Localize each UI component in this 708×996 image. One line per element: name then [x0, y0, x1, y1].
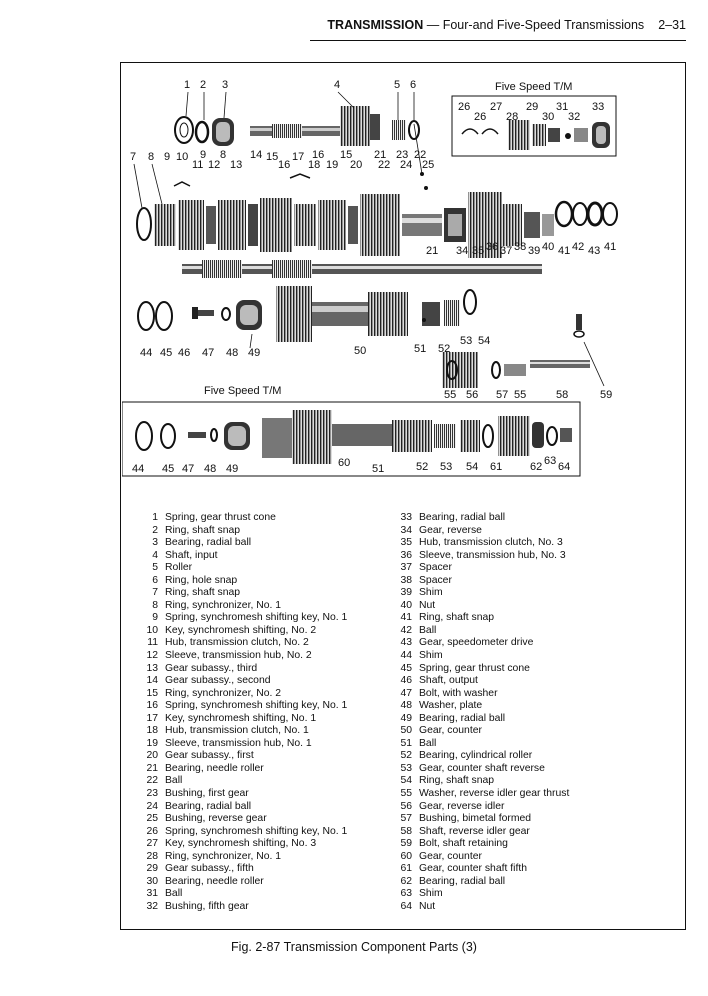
- part-name: Hub, transmission clutch, No. 2: [165, 637, 309, 649]
- part-name: Ball: [419, 624, 437, 636]
- part-name: Bearing, needle roller: [165, 875, 264, 887]
- callout-37: 37: [500, 245, 513, 257]
- part-row: [390, 838, 640, 851]
- part-number: 27: [146, 838, 158, 850]
- callout-55b: 55: [514, 389, 527, 401]
- part-number: 25: [146, 813, 158, 825]
- part-name: Ring, shaft snap: [165, 587, 241, 599]
- callout-16b: 16: [312, 149, 325, 161]
- part-row: [390, 901, 640, 914]
- part-number: 15: [146, 687, 158, 699]
- part-number: 10: [146, 624, 158, 636]
- part-number: 16: [146, 700, 158, 712]
- callout-35: 35: [472, 245, 485, 257]
- part-name: Bearing, radial ball: [419, 712, 506, 724]
- part-name: Bolt, shaft retaining: [419, 838, 508, 850]
- callout-26b: 26: [474, 111, 487, 123]
- part-row: [390, 775, 640, 788]
- part-name: Bushing, bimetal formed: [419, 813, 532, 825]
- part-row: [390, 700, 640, 713]
- part-row: [390, 625, 640, 638]
- part-name: Gear, counter: [419, 850, 482, 862]
- part-row: [390, 512, 640, 525]
- part-row: [136, 725, 386, 738]
- callout-52: 52: [438, 343, 451, 355]
- part-name: Sleeve, transmission hub, No. 1: [165, 737, 312, 749]
- part-name: Gear subassy., first: [165, 750, 254, 762]
- part-number: 64: [400, 900, 412, 912]
- callout-39: 39: [528, 245, 541, 257]
- callout-3: 3: [222, 79, 229, 91]
- part-name: Sleeve, transmission hub, No. 2: [165, 650, 312, 662]
- callout-48b: 48: [204, 463, 217, 475]
- part-number: 59: [400, 838, 412, 850]
- part-name: Ring, hole snap: [165, 574, 238, 586]
- part-row: [136, 525, 386, 538]
- callout-10: 10: [176, 151, 189, 163]
- callout-58: 58: [556, 389, 569, 401]
- callout-54: 54: [478, 335, 491, 347]
- part-name: Shaft, reverse idler gear: [419, 825, 530, 837]
- callout-52b: 52: [416, 461, 429, 473]
- part-row: [136, 688, 386, 701]
- part-number: 2: [152, 524, 158, 536]
- page-header: [120, 18, 686, 40]
- part-row: [136, 750, 386, 763]
- part-number: 63: [400, 888, 412, 900]
- callout-22: 22: [378, 159, 391, 171]
- callout-5: 5: [394, 79, 401, 91]
- header-rule: [310, 40, 686, 41]
- callout-41b: 41: [604, 241, 617, 253]
- part-name: Gear subassy., third: [165, 662, 258, 674]
- part-name: Bearing, needle roller: [165, 762, 264, 774]
- part-row: [136, 612, 386, 625]
- part-row: [390, 863, 640, 876]
- part-number: 11: [147, 637, 158, 649]
- page-number: 2–31: [658, 18, 686, 32]
- callout-38: 38: [514, 241, 527, 253]
- part-row: [136, 826, 386, 839]
- five-speed-countershaft-parts: [136, 410, 572, 464]
- part-name: Key, synchromesh shifting, No. 1: [165, 712, 317, 724]
- callout-48: 48: [226, 347, 239, 359]
- five-speed-label-top: Five Speed T/M: [495, 81, 573, 93]
- part-number: 3: [152, 537, 158, 549]
- part-row: [390, 813, 640, 826]
- part-row: [390, 612, 640, 625]
- part-number: 9: [152, 612, 158, 624]
- callout-64: 64: [558, 461, 571, 473]
- part-number: 29: [146, 863, 158, 875]
- part-number: 1: [152, 512, 158, 523]
- part-number: 40: [400, 599, 412, 611]
- part-name: Ring, shaft snap: [165, 524, 241, 536]
- part-name: Ring, synchronizer, No. 2: [165, 687, 282, 699]
- part-row: [136, 600, 386, 613]
- part-number: 20: [146, 750, 158, 762]
- part-row: [390, 851, 640, 864]
- part-row: [390, 537, 640, 550]
- callout-13: 13: [230, 159, 243, 171]
- section-subtitle: — Four-and Five-Speed Transmissions: [423, 18, 645, 32]
- part-number: 13: [146, 662, 158, 674]
- part-row: [136, 537, 386, 550]
- part-number: 51: [400, 737, 412, 749]
- exploded-view-diagram: [122, 64, 684, 502]
- callout-57: 57: [496, 389, 509, 401]
- callout-63: 63: [544, 455, 557, 467]
- part-number: 12: [146, 650, 158, 662]
- part-name: Key, synchromesh shifting, No. 2: [165, 624, 317, 636]
- callout-47b: 47: [182, 463, 195, 475]
- part-number: 33: [400, 512, 412, 523]
- part-row: [136, 801, 386, 814]
- parts-legend: [136, 512, 656, 917]
- part-row: [136, 650, 386, 663]
- part-row: [136, 512, 386, 525]
- callout-21: 21: [374, 149, 387, 161]
- section-title: TRANSMISSION: [327, 18, 424, 32]
- part-number: 28: [146, 850, 158, 862]
- part-number: 37: [400, 562, 412, 574]
- callout-8: 8: [148, 151, 155, 163]
- part-name: Spring, synchromesh shifting key, No. 1: [165, 612, 348, 624]
- part-number: 23: [146, 788, 158, 800]
- part-name: Washer, reverse idler gear thrust: [419, 788, 570, 800]
- parts-list-right: [390, 512, 640, 914]
- callout-49: 49: [248, 347, 261, 359]
- callout-15b: 15: [340, 149, 353, 161]
- part-name: Bushing, fifth gear: [165, 900, 249, 912]
- part-name: Gear, reverse idler: [419, 800, 505, 812]
- part-number: 43: [400, 637, 412, 649]
- part-name: Gear, reverse: [419, 524, 482, 536]
- part-row: [390, 587, 640, 600]
- output-shaft: [182, 260, 542, 278]
- part-name: Nut: [419, 900, 436, 912]
- part-number: 52: [400, 750, 412, 762]
- part-row: [390, 826, 640, 839]
- callout-47: 47: [202, 347, 215, 359]
- part-name: Hub, transmission clutch, No. 3: [419, 537, 563, 549]
- part-number: 7: [152, 587, 158, 599]
- part-row: [136, 888, 386, 901]
- callout-33: 33: [592, 101, 605, 113]
- callout-27: 27: [490, 101, 503, 113]
- part-name: Nut: [419, 599, 436, 611]
- part-number: 34: [400, 524, 412, 536]
- part-number: 53: [400, 762, 412, 774]
- callout-1: 1: [184, 79, 191, 91]
- part-number: 46: [400, 675, 412, 687]
- part-number: 19: [146, 737, 158, 749]
- part-number: 48: [400, 700, 412, 712]
- part-name: Shim: [419, 888, 443, 900]
- callout-4: 4: [334, 79, 341, 91]
- part-name: Washer, plate: [419, 700, 483, 712]
- five-speed-label-bottom: Five Speed T/M: [204, 385, 282, 397]
- part-name: Gear, speedometer drive: [419, 637, 534, 649]
- callout-42: 42: [572, 241, 585, 253]
- callout-40: 40: [542, 241, 555, 253]
- callout-20: 20: [350, 159, 363, 171]
- callout-61: 61: [490, 461, 503, 473]
- part-number: 50: [400, 725, 412, 737]
- part-name: Ring, synchronizer, No. 1: [165, 599, 282, 611]
- callout-41: 41: [558, 245, 571, 257]
- part-row: [390, 562, 640, 575]
- callout-21b: 21: [426, 245, 439, 257]
- part-name: Gear, counter shaft reverse: [419, 762, 545, 774]
- callout-53: 53: [460, 335, 473, 347]
- part-row: [136, 851, 386, 864]
- part-row: [390, 663, 640, 676]
- callout-29: 29: [526, 101, 539, 113]
- part-number: 38: [400, 574, 412, 586]
- part-name: Spring, gear thrust cone: [165, 512, 276, 523]
- callout-28: 28: [506, 111, 519, 123]
- callout-53b: 53: [440, 461, 453, 473]
- callout-51b: 51: [372, 463, 385, 475]
- part-name: Bushing, reverse gear: [165, 813, 267, 825]
- callout-22b: 22: [414, 149, 427, 161]
- part-row: [390, 575, 640, 588]
- part-number: 32: [146, 900, 158, 912]
- part-row: [136, 763, 386, 776]
- part-row: [136, 838, 386, 851]
- part-row: [136, 575, 386, 588]
- part-number: 44: [400, 650, 412, 662]
- part-row: [136, 550, 386, 563]
- reverse-idler-group: [442, 314, 590, 388]
- part-name: Bearing, radial ball: [165, 537, 252, 549]
- part-row: [390, 750, 640, 763]
- parts-list-left: [136, 512, 386, 914]
- part-number: 31: [146, 888, 158, 900]
- part-name: Ball: [419, 737, 437, 749]
- part-row: [390, 801, 640, 814]
- part-row: [136, 562, 386, 575]
- callout-8b: 8: [220, 149, 227, 161]
- part-name: Shim: [419, 650, 443, 662]
- part-name: Spring, gear thrust cone: [419, 662, 530, 674]
- callout-55: 55: [444, 389, 457, 401]
- input-shaft-group: [175, 106, 419, 146]
- part-row: [136, 775, 386, 788]
- callout-51: 51: [414, 343, 427, 355]
- callout-9: 9: [164, 151, 171, 163]
- part-name: Ring, synchronizer, No. 1: [165, 850, 282, 862]
- part-row: [390, 788, 640, 801]
- figure-caption: Fig. 2-87 Transmission Component Parts (3): [231, 940, 477, 954]
- callout-14: 14: [250, 149, 263, 161]
- part-name: Gear subassy., second: [165, 675, 271, 687]
- part-row: [390, 876, 640, 889]
- part-number: 6: [152, 574, 158, 586]
- part-row: [136, 813, 386, 826]
- part-row: [136, 901, 386, 914]
- part-row: [136, 738, 386, 751]
- part-row: [390, 675, 640, 688]
- part-number: 4: [152, 549, 158, 561]
- part-name: Shaft, output: [419, 675, 478, 687]
- part-row: [390, 550, 640, 563]
- part-name: Hub, transmission clutch, No. 1: [165, 725, 309, 737]
- part-number: 61: [400, 863, 412, 875]
- callout-54b: 54: [466, 461, 479, 473]
- part-row: [390, 725, 640, 738]
- part-row: [136, 788, 386, 801]
- callout-16: 16: [278, 159, 291, 171]
- callout-6: 6: [410, 79, 417, 91]
- callout-59: 59: [600, 389, 613, 401]
- part-row: [390, 525, 640, 538]
- part-number: 17: [146, 712, 158, 724]
- part-row: [390, 738, 640, 751]
- part-name: Ball: [165, 888, 183, 900]
- part-name: Ball: [165, 775, 183, 787]
- callout-36: 36: [486, 241, 499, 253]
- callout-43: 43: [588, 245, 601, 257]
- part-name: Ring, shaft snap: [419, 612, 495, 624]
- part-name: Key, synchromesh shifting, No. 3: [165, 838, 317, 850]
- part-number: 62: [400, 875, 412, 887]
- part-number: 41: [400, 612, 412, 624]
- five-speed-inset-parts: [462, 120, 610, 150]
- part-number: 14: [146, 675, 158, 687]
- part-number: 47: [400, 687, 412, 699]
- part-row: [136, 637, 386, 650]
- part-number: 8: [152, 599, 158, 611]
- callout-19: 19: [326, 159, 339, 171]
- part-number: 49: [400, 712, 412, 724]
- part-row: [136, 625, 386, 638]
- part-row: [136, 700, 386, 713]
- part-row: [136, 675, 386, 688]
- callout-15: 15: [266, 151, 279, 163]
- part-number: 58: [400, 825, 412, 837]
- callout-32: 32: [568, 111, 581, 123]
- callout-11: 11: [192, 159, 204, 171]
- part-name: Spring, synchromesh shifting key, No. 1: [165, 700, 348, 712]
- callout-50: 50: [354, 345, 367, 357]
- part-number: 42: [400, 624, 412, 636]
- part-name: Spacer: [419, 562, 452, 574]
- part-row: [136, 663, 386, 676]
- callout-2: 2: [200, 79, 207, 91]
- part-name: Bearing, radial ball: [419, 512, 506, 523]
- part-row: [390, 888, 640, 901]
- callout-44b: 44: [132, 463, 145, 475]
- callout-34: 34: [456, 245, 469, 257]
- part-name: Bearing, radial ball: [165, 800, 252, 812]
- callout-18: 18: [308, 159, 321, 171]
- callout-45b: 45: [162, 463, 175, 475]
- part-number: 60: [400, 850, 412, 862]
- part-name: Ring, shaft snap: [419, 775, 495, 787]
- callout-56: 56: [466, 389, 479, 401]
- callout-9b: 9: [200, 149, 207, 161]
- part-name: Shaft, input: [165, 549, 218, 561]
- callout-25: 25: [422, 159, 435, 171]
- part-number: 24: [146, 800, 158, 812]
- part-name: Gear subassy., fifth: [165, 863, 254, 875]
- part-name: Bushing, first gear: [165, 788, 249, 800]
- part-row: [390, 600, 640, 613]
- callout-23: 23: [396, 149, 409, 161]
- countershaft-group: [138, 286, 476, 342]
- callout-31: 31: [556, 101, 569, 113]
- part-number: 45: [400, 662, 412, 674]
- part-name: Gear, counter: [419, 725, 482, 737]
- part-number: 5: [152, 562, 158, 574]
- callout-44: 44: [140, 347, 153, 359]
- part-number: 21: [146, 762, 158, 774]
- part-name: Spring, synchromesh shifting key, No. 1: [165, 825, 348, 837]
- part-number: 30: [146, 875, 158, 887]
- callout-26: 26: [458, 101, 471, 113]
- part-number: 22: [146, 775, 158, 787]
- part-row: [390, 650, 640, 663]
- callout-17: 17: [292, 151, 305, 163]
- part-number: 56: [400, 800, 412, 812]
- callout-30: 30: [542, 111, 555, 123]
- part-row: [390, 637, 640, 650]
- part-number: 35: [400, 537, 412, 549]
- part-name: Sleeve, transmission hub, No. 3: [419, 549, 566, 561]
- part-name: Bolt, with washer: [419, 687, 498, 699]
- part-number: 26: [146, 825, 158, 837]
- callout-45: 45: [160, 347, 173, 359]
- part-name: Shim: [419, 587, 443, 599]
- part-row: [390, 763, 640, 776]
- part-name: Bearing, cylindrical roller: [419, 750, 533, 762]
- part-name: Roller: [165, 562, 193, 574]
- callout-62: 62: [530, 461, 543, 473]
- part-row: [136, 876, 386, 889]
- part-name: Gear, counter shaft fifth: [419, 863, 528, 875]
- part-name: Bearing, radial ball: [419, 875, 506, 887]
- part-row: [136, 713, 386, 726]
- part-number: 36: [400, 549, 412, 561]
- callout-7: 7: [130, 151, 137, 163]
- part-name: Spacer: [419, 574, 452, 586]
- part-number: 55: [400, 788, 412, 800]
- callout-24: 24: [400, 159, 413, 171]
- part-row: [390, 713, 640, 726]
- callout-49b: 49: [226, 463, 239, 475]
- part-row: [136, 863, 386, 876]
- part-number: 39: [400, 587, 412, 599]
- part-number: 18: [146, 725, 158, 737]
- part-row: [136, 587, 386, 600]
- part-number: 54: [400, 775, 412, 787]
- part-row: [390, 688, 640, 701]
- callout-46: 46: [178, 347, 191, 359]
- callout-60: 60: [338, 457, 351, 469]
- part-number: 57: [400, 813, 412, 825]
- callout-12: 12: [208, 159, 221, 171]
